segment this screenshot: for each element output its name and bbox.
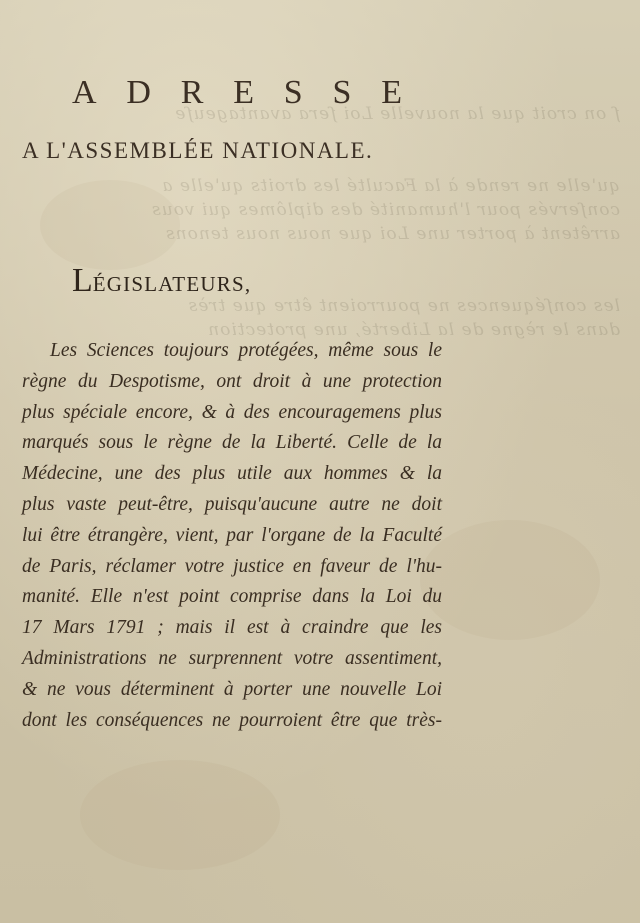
- body-line: dont les conséquences ne pourroient être que très-: [22, 709, 442, 731]
- salutation-initial: L: [72, 262, 93, 299]
- salutation-rest: ÉGISLATEURS,: [92, 272, 252, 296]
- paper-stain: [420, 520, 600, 640]
- body-line: & ne vous déterminent à porter une nouvelle Loi: [22, 678, 442, 700]
- body-paragraph: [22, 336, 442, 736]
- title-letter: D: [126, 74, 151, 111]
- show-through-text: les conſéquences ne pourroient être que très: [187, 296, 620, 316]
- show-through-text: dans le règne de la Liberté, une protection: [207, 320, 620, 340]
- body-line: manité. Elle n'est point comprise dans la Loi du: [22, 586, 442, 608]
- body-line: lui être étrangère, vient, par l'organe de la Faculté: [22, 524, 442, 546]
- document-title: [72, 74, 402, 112]
- title-letter: S: [283, 74, 303, 111]
- body-line: de Paris, réclamer votre justice en faveur de l'hu-: [22, 555, 442, 577]
- show-through-text: conſervés pour l'humanité des diplômes qui vous: [151, 200, 620, 220]
- title-letter: A: [72, 74, 97, 111]
- body-line: 17 Mars 1791 ; mais il est à craindre que les: [22, 617, 442, 639]
- body-line: plus vaste peut-être, puisqu'aucune autre ne doit: [22, 493, 442, 515]
- salutation: [72, 262, 251, 300]
- body-line: plus spéciale encore, & à des encouragemens plus: [22, 401, 442, 423]
- show-through-text: qu'elle ne rende à la Faculté les droits qu'elle a: [161, 176, 620, 196]
- title-letter: E: [381, 74, 402, 111]
- title-letter: S: [332, 74, 352, 111]
- document-subtitle: A L'ASSEMBLÉE NATIONALE.: [22, 138, 374, 163]
- title-letter: E: [233, 74, 254, 111]
- paper-stain: [40, 180, 180, 270]
- body-line: Les Sciences toujours protégées, même sous le: [50, 340, 442, 361]
- title-letter: R: [180, 74, 204, 111]
- body-line: Médecine, une des plus utile aux hommes & la: [22, 463, 442, 485]
- show-through-text: arrêtent à porter une Loi que nous nous tenons: [164, 224, 620, 244]
- show-through-text: ſ on croit que la nouvelle Loi ſera avantageuſe: [174, 104, 620, 124]
- paper-stain: [80, 760, 280, 870]
- body-line: marqués sous le règne de la Liberté. Celle de la: [22, 432, 442, 454]
- body-line: Administrations ne surprennent votre assentiment,: [22, 647, 442, 669]
- body-line: règne du Despotisme, ont droit à une protection: [22, 370, 442, 392]
